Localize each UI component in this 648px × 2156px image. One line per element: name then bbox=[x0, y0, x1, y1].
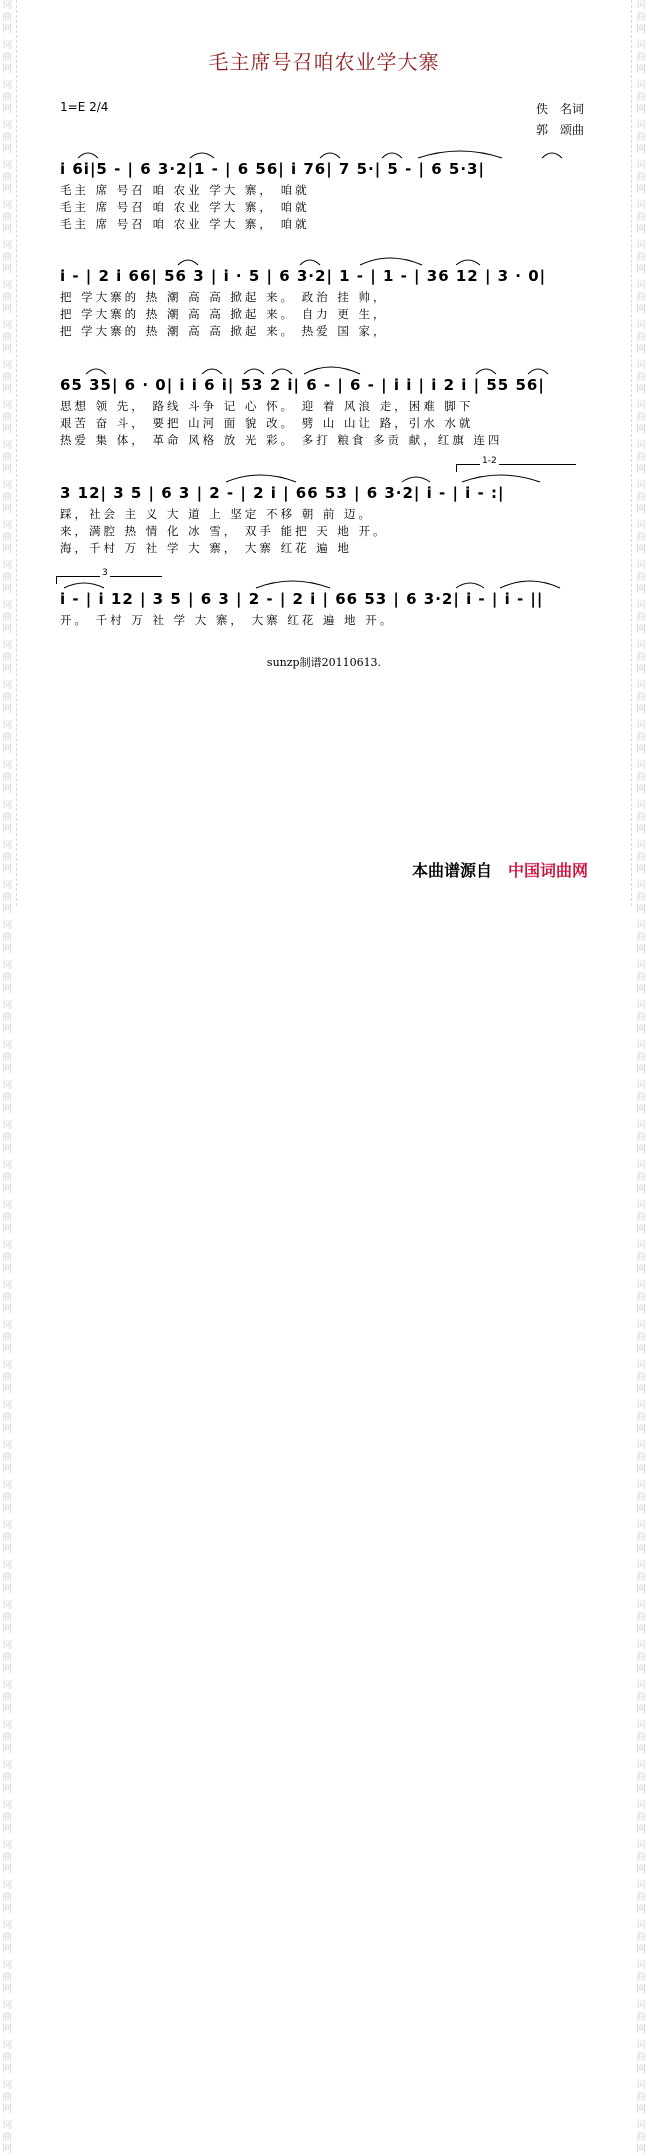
slur-marks bbox=[60, 576, 584, 590]
lyric-verse-1: 思想 领 先， 路线 斗争 记 心 怀。 迎 着 风浪 走，困难 脚下 bbox=[60, 399, 474, 413]
notation-line: i 6i|5 - | 6 3·2|1 - | 6 56| i 76| 7 5·| 5 - | 6 5·3| bbox=[60, 160, 485, 178]
notation-line: 3 12| 3 5 | 6 3 | 2 - | 2 i | 66 53 | 6 3·2| i - | i - :| bbox=[60, 484, 505, 502]
song-title: 毛主席号召咱农业学大寨 bbox=[208, 50, 440, 74]
slur-marks bbox=[60, 470, 584, 484]
notation-line: 65 35| 6 · 0| i i 6 i| 53 2 i| 6 - | 6 - | i i | i 2 i | 55 56| bbox=[60, 376, 545, 394]
right-watermark: 词曲网 词曲网 词曲网 词曲网 词曲网 词曲网 词曲网 词曲网 词曲网 词曲网 词曲网 词曲网 词曲网 词曲网 词曲网 词曲网 词曲网 词曲网 词曲网 词曲网 词曲网 词曲网 词曲网 词曲网 词曲网 词曲网 词曲网 词曲网 词曲网 词曲网 词曲网 词曲网 词曲网 词曲网 词曲网 词曲网 词曲网 词曲网 词曲网 词曲网 词曲网 词曲网 词曲网 词曲网 词曲网 词曲网 词曲网 词曲网 词曲网 词曲网 词曲网 词曲网 词曲网 词曲网 bbox=[636, 0, 646, 2155]
lyric-verse-2: 把 学大寨的 热 潮 高 高 掀起 来。 自力 更 生， bbox=[60, 307, 388, 321]
lyric-verse-2: 来，满腔 热 情 化 冰 雪， 双手 能把 天 地 开。 bbox=[60, 524, 388, 538]
lyric-verse-2: 艰苦 奋 斗， 要把 山河 面 貌 改。 劈 山 山让 路，引水 水就 bbox=[60, 416, 474, 430]
slur-marks bbox=[60, 146, 584, 160]
source-site-link[interactable]: 中国词曲网 bbox=[508, 861, 589, 880]
left-border-line bbox=[16, 0, 17, 906]
lyric-verse-3: 毛主 席 号召 咱 农业 学大 寨， 咱就 bbox=[60, 217, 310, 231]
lyric-verse-3: 海，千村 万 社 学 大 寨， 大寨 红花 遍 地 bbox=[60, 541, 352, 555]
lyric-verse-1: 踩，社会 主 义 大 道 上 坚定 不移 朝 前 迈。 bbox=[60, 507, 374, 521]
left-watermark: 词曲网 词曲网 词曲网 词曲网 词曲网 词曲网 词曲网 词曲网 词曲网 词曲网 词曲网 词曲网 词曲网 词曲网 词曲网 词曲网 词曲网 词曲网 词曲网 词曲网 词曲网 词曲网 词曲网 词曲网 词曲网 词曲网 词曲网 词曲网 词曲网 词曲网 词曲网 词曲网 词曲网 词曲网 词曲网 词曲网 词曲网 词曲网 词曲网 词曲网 词曲网 词曲网 词曲网 词曲网 词曲网 词曲网 词曲网 词曲网 词曲网 词曲网 词曲网 词曲网 词曲网 词曲网 bbox=[2, 0, 12, 2155]
volta-number: 3 bbox=[102, 568, 108, 578]
source-label: 本曲谱源自 bbox=[412, 861, 493, 880]
volta-number: 1-2 bbox=[482, 456, 497, 466]
notation-line: i - | i 12 | 3 5 | 6 3 | 2 - | 2 i | 66 53 | 6 3·2| i - | i - || bbox=[60, 590, 544, 608]
key-signature: 1=E 2/4 bbox=[60, 100, 109, 114]
slur-marks bbox=[60, 362, 584, 376]
lyric-verse-3: 把 学大寨的 热 潮 高 高 掀起 来。 热爱 国 家， bbox=[60, 324, 388, 338]
transcriber-signature: sunzp制谱20110613. bbox=[266, 656, 382, 669]
lyric-verse-2: 毛主 席 号召 咱 农业 学大 寨， 咱就 bbox=[60, 200, 310, 214]
composer-credit: 郭 颂曲 bbox=[536, 123, 585, 137]
lyric-verse-1: 把 学大寨的 热 潮 高 高 掀起 来。 政治 挂 帅， bbox=[60, 290, 388, 304]
lyric-verse-1: 开。 千村 万 社 学 大 寨， 大寨 红花 遍 地 开。 bbox=[60, 613, 395, 627]
volta-bracket bbox=[456, 464, 576, 465]
slur-marks bbox=[60, 253, 584, 267]
volta-bracket-start bbox=[56, 576, 57, 584]
lyric-verse-3: 热爱 集 体， 革命 风格 放 光 彩。 多打 粮食 多贡 献，红旗 连四 bbox=[60, 433, 503, 447]
notation-line: i - | 2 i 66| 56 3 | i · 5 | 6 3·2| 1 - | 1 - | 36 12 | 3 · 0| bbox=[60, 267, 547, 285]
right-border-line bbox=[631, 0, 632, 906]
source-footer bbox=[412, 858, 588, 881]
lyricist-credit: 佚 名词 bbox=[536, 102, 585, 116]
lyric-verse-1: 毛主 席 号召 咱 农业 学大 寨， 咱就 bbox=[60, 183, 310, 197]
